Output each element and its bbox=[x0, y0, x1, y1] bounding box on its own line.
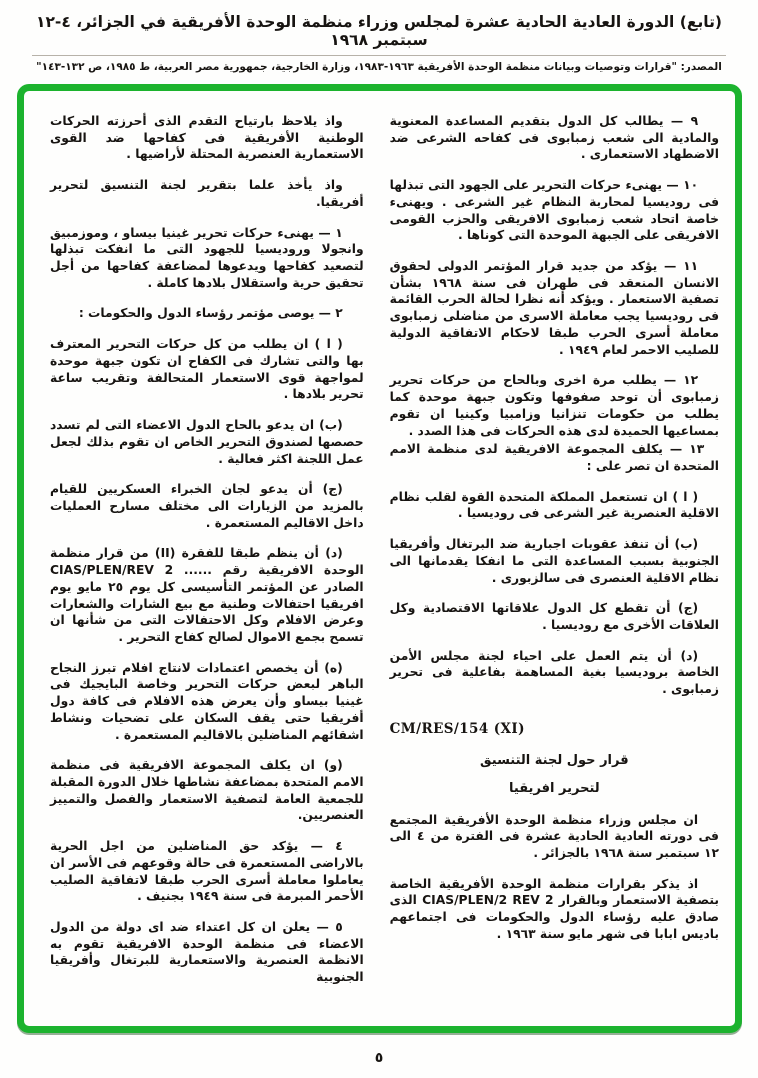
two-column-layout bbox=[50, 113, 719, 1000]
paragraph-11: ١١ — يؤكد من جديد قرار المؤتمر الدولى لحقوق الانسان المنعقد فى طهران فى سنة ١٩٦٨ بشأن تصفية الاستعمار . ويؤكد أنه نظرا لحالة الحرب القائمة فى روديسيا يجب معاملة الاسرى من مناضلى زمبابوى معاملة أسرى الحرب طبقا لاحكام الاتفاقية الدولية للصليب الاحمر لعام ١٩٤٩ . bbox=[389, 259, 719, 357]
preamble-report: واذ يأخذ علما بتقرير لجنة التنسيق لتحرير أفريقيا. bbox=[50, 178, 364, 209]
subitem-13-j: (ج) أن تقطع كل الدول علاقاتها الاقتصادية وكل العلاقات الأخرى مع روديسيا . bbox=[389, 601, 719, 632]
subitem-13-b: (ب) أن تنفذ عقوبات اجبارية ضد البرتغال وأفريقيا الجنوبية بسبب المساعدة التى ما انفكا يقدمانها الى نظام الاقلية العنصرى فى سالزبورى . bbox=[389, 537, 719, 585]
subitem-2-d: (د) أن ينظم طبقا للفقرة (II) من قرار منظمة الوحدة الافريقية رقم ...... CIAS/PLEN/REV 2 الصادر عن المؤتمر التأسيسى كل يوم ٢٥ مايو يوم افريقيا احتفالات وطنية مع بيع الشارات والشعارات وعرض الافلام وكل الاحتفالات التى من شأنها ان تسمح بجمع الاموال لصالح كفاح التحرير . bbox=[50, 546, 364, 644]
subitem-13-a: ( ا ) ان تستعمل المملكة المتحدة القوة لقلب نظام الاقلية العنصرية غير الشرعى فى روديسيا . bbox=[389, 489, 719, 521]
paragraph-5: ٥ — يعلن ان كل اعتداء ضد اى دولة من الدول الاعضاء فى منظمة الوحدة الافريقية تقوم به الانظمة العنصرية والاستعمارية للبرتغال وأفريقيا الجنوبية bbox=[50, 920, 364, 985]
preamble-recall: اذ يذكر بقرارات منظمة الوحدة الأفريقية الخاصة بتصفية الاستعمار وبالقرار CIAS/PLEN/2 REV 2 الذى صادق عليه رؤساء الدول والحكومات فى اجتماعهم باديس ابابا فى شهر مايو سنة ١٩٦٣ . bbox=[389, 876, 719, 941]
paragraph-12: ١٢ — يطلب مرة اخرى وبالحاح من حركات تحرير زمبابوى أن توحد صفوفها وتكون جبهة موحدة كما يطلب من حكومات تنزانيا وزامبيا وكينيا ان تقوم بمساعيها الحميدة لدى هذه الحركات فى هذا الصدد . bbox=[389, 373, 719, 438]
paragraph-13: ١٣ — يكلف المجموعة الافريقية لدى منظمة الامم المتحدة ان تصر على : bbox=[389, 442, 719, 473]
header-divider bbox=[32, 55, 726, 56]
subitem-13-d: (د) أن يتم العمل على احياء لجنة مجلس الأمن الخاصة بروديسيا بغية المساهمة بفاعلية فى تحرير زمبابوى . bbox=[389, 648, 719, 697]
subitem-2-a: ( ا ) ان يطلب من كل حركات التحرير المعترف بها والتى تشارك فى الكفاح ان تكون جبهة موحدة لمواجهة قوى الاستعمار المتحالفة وتقريب ساعة تحرير بلادها . bbox=[50, 337, 364, 402]
page-footer bbox=[0, 1033, 758, 1076]
paragraph-9: ٩ — يطالب كل الدول بتقديم المساعدة المعنوية والمادية الى شعب زمبابوى فى كفاحه الشرعى ضد الاضطهاد الاستعمارى . bbox=[389, 114, 719, 162]
page-number: ٥ bbox=[374, 1049, 384, 1066]
paragraph-1: ١ — يهنىء حركات تحرير غينيا بيساو ، وموزمبيق وانجولا وروديسيا للجهود التى ما انفكت تبذلها لتصعيد كفاحها ويدعوها لمضاعفة كفاحها من أجل تحقيق حرية واستقلال بلادها كاملة . bbox=[50, 225, 364, 290]
resolution-title-line2: لتحرير افريقيا bbox=[509, 780, 600, 796]
preamble-notes: واذ يلاحظ بارتياح التقدم الذى أحرزته الحركات الوطنية الأفريقية فى كفاحها ضد القوى الاستعمارية العنصرية المحتلة لأراضيها . bbox=[50, 114, 364, 162]
header-title: (تابع) الدورة العادية الحادية عشرة لمجلس وزراء منظمة الوحدة الأفريقية في الجزائر، ٤-١٢ سبتمبر ١٩٦٨ bbox=[36, 13, 722, 49]
subitem-2-b: (ب) ان يدعو بالحاح الدول الاعضاء التى لم تسدد حصصها لصندوق التحرير الخاص ان تقوم بذلك لجعل عمل اللجنة اكثر فعالية . bbox=[50, 418, 364, 466]
subitem-2-w: (و) ان يكلف المجموعة الافريقية فى منظمة الامم المتحدة بمضاعفة نشاطها خلال الدورة المقبلة للجمعية العامة لتصفية الاستعمار والفصل والتمييز العنصريين. bbox=[50, 758, 364, 823]
column-left bbox=[50, 113, 364, 1000]
preamble-session: ان مجلس وزراء منظمة الوحدة الأفريقية المجتمع فى دورته العادية الحادية عشرة فى الفترة من ٤ الى ١٢ سبتمبر سنة ١٩٦٨ بالجزائر . bbox=[389, 812, 719, 860]
header-source: المصدر: "قرارات وتوصيات وبيانات منظمة الوحدة الأفريقية ١٩٦٣-١٩٨٣، وزارة الخارجية، جمهورية مصر العربية، ط ١٩٨٥، ص ١٣٢-١٤٣" bbox=[36, 61, 722, 73]
resolution-code: CM/RES/154 (XI) bbox=[389, 720, 525, 737]
paragraph-4: ٤ — يؤكد حق المناضلين من اجل الحرية بالاراضى المستعمرة فى حالة وقوعهم فى الأسر ان يعاملوا معاملة أسرى الحرب طبقا لاتفاقية الصليب الأحمر المبرمة فى سنة ١٩٤٩ بجنيف . bbox=[50, 839, 364, 904]
subitem-2-h: (ه) أن يخصص اعتمادات لانتاج افلام تبرز النجاح الباهر لبعض حركات التحرير وخاصة البايجيك فى غينيا بيساو وأن يعرض هذه الافلام فى كافة دول أفريقيا حتى يقف السكان على تضحيات ونشاط اشقائهم المناضلين بالاقاليم المستعمرة . bbox=[50, 660, 364, 742]
paragraph-10: ١٠ — يهنىء حركات التحرير على الجهود التى تبذلها فى روديسيا لمحاربة النظام غير الشرعى . ويهنىء خاصة اتحاد شعب زمبابوى الافريقى والحزب القومى الافريقى على الجبهة الموحدة التى كوناها . bbox=[389, 178, 719, 243]
subitem-2-j: (ج) أن يدعو لجان الخبراء العسكريين للقيام بالمزيد من الزيارات الى مختلف مسارح العمليات داخل الاقاليم المستعمرة . bbox=[50, 482, 364, 530]
page-header bbox=[0, 0, 758, 73]
paragraph-2: ٢ — يوصى مؤتمر رؤساء الدول والحكومات : bbox=[78, 306, 343, 321]
column-right bbox=[390, 113, 719, 957]
content-border-box bbox=[17, 84, 742, 1033]
resolution-title-line1: قرار حول لجنة التنسيق bbox=[480, 753, 629, 769]
